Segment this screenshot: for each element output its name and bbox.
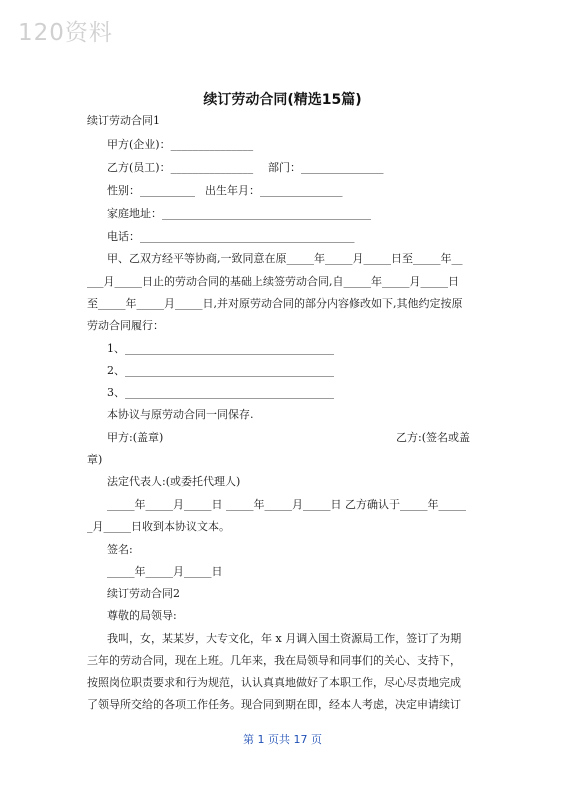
paragraph-line: 甲、乙双方经平等协商,一致同意在原_____年_____月_____日至_____年__ <box>107 252 463 265</box>
watermark-logo: 120资料 <box>18 20 113 46</box>
greeting: 尊敬的局领导: <box>107 609 177 622</box>
party-a-signature: 甲方:(盖章) <box>107 431 164 444</box>
section-heading-2: 续订劳动合同2 <box>107 587 180 600</box>
home-address-field: 家庭地址：______________________________________ <box>107 207 371 220</box>
party-b-field: 乙方(员工)：_______________ <box>107 161 254 174</box>
party-b-signature: 乙方:(签名或盖 <box>396 431 470 444</box>
date-line: _____年_____月_____日 _____年_____月_____日 乙方确认于_____年_____ <box>107 498 466 511</box>
gender-field: 性别：__________ <box>107 184 195 197</box>
department-field: 部门：_______________ <box>268 161 384 174</box>
paragraph-line: 我叫，女，某某岁，大专文化，年 x 月调入国土资源局工作，签订了为期 <box>107 632 462 645</box>
date-line-cont: _月_____日收到本协议文本。 <box>87 520 230 533</box>
document-title: 续订劳动合同(精选15篇) <box>203 92 362 108</box>
signature-label: 签名: <box>107 543 133 556</box>
storage-note: 本协议与原劳动合同一同保存. <box>107 408 254 421</box>
paragraph-line: ___月_____日止的劳动合同的基础上续签劳动合同,自_____年_____月_____日 <box>87 275 459 288</box>
page-footer: 第 1 页共 17 页 <box>243 733 322 746</box>
legal-representative: 法定代表人:(或委托代理人) <box>107 475 241 488</box>
paragraph-line: 劳动合同履行： <box>87 319 164 332</box>
list-item-2: 2、______________________________________ <box>107 364 334 377</box>
signature-date: _____年_____月_____日 <box>107 565 223 578</box>
list-item-1: 1、______________________________________ <box>107 342 334 355</box>
paragraph-line: 了领导所交给的各项工作任务。现合同到期在即，经本人考虑，决定申请续订 <box>87 698 461 711</box>
phone-field: 电话：_______________________________________ <box>107 230 355 243</box>
section-heading-1: 续订劳动合同1 <box>87 114 160 127</box>
birth-date-field: 出生年月：_______________ <box>205 184 343 197</box>
paragraph-line: 按照岗位职责要求和行为规范，认认真真地做好了本职工作，尽心尽责地完成 <box>87 676 461 689</box>
paragraph-line: 三年的劳动合同，现在上班。几年来，我在局领导和同事们的关心、支持下， <box>87 654 461 667</box>
list-item-3: 3、______________________________________ <box>107 386 334 399</box>
paragraph-line: 至_____年_____月_____日,并对原劳动合同的部分内容修改如下,其他约定按原 <box>87 297 463 310</box>
party-b-signature-cont: 章) <box>87 453 103 466</box>
party-a-field: 甲方(企业)：_______________ <box>107 138 254 151</box>
